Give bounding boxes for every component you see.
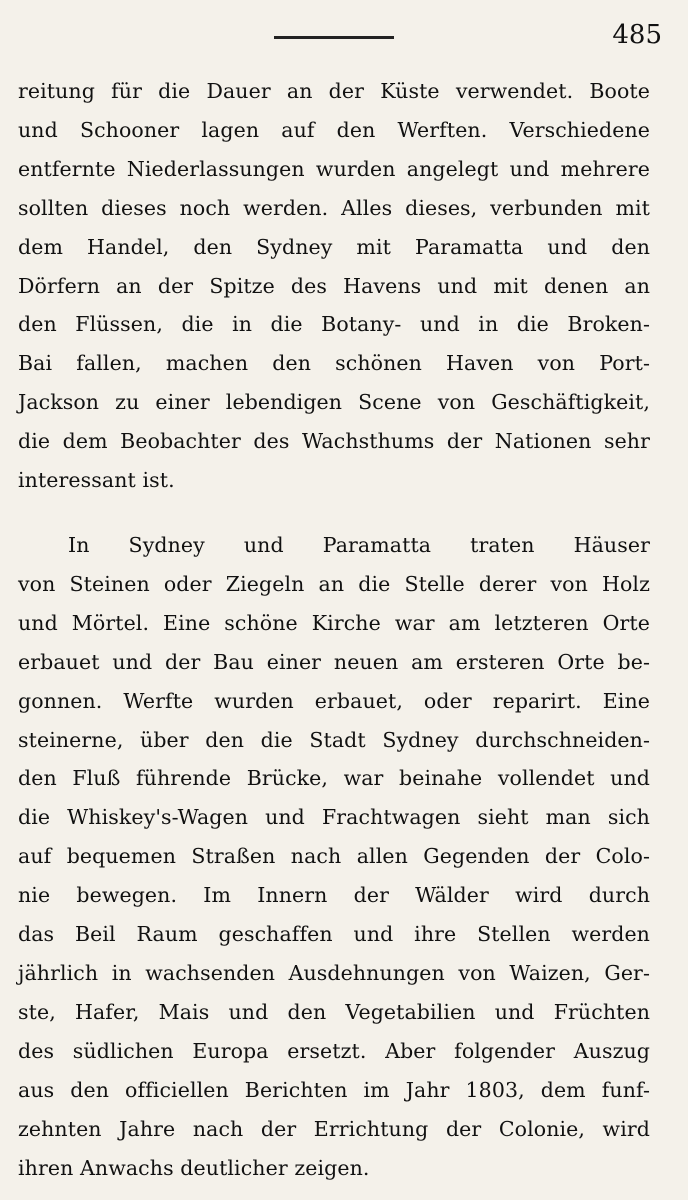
- text-line: jährlich in wachsenden Ausdehnungen von Waizen, Ger-: [18, 960, 650, 985]
- text-line: auf bequemen Straßen nach allen Gegenden der Colo-: [18, 844, 650, 869]
- text-line: dem Handel, den Sydney mit Paramatta und den: [18, 234, 650, 259]
- text-line: reitung für die Dauer an der Küste verwendet. Boote: [18, 79, 650, 103]
- text-line: des südlichen Europa ersetzt. Aber folgender Auszug: [18, 1038, 650, 1063]
- text-line: gonnen. Werfte wurden erbauet, oder reparirt. Eine: [18, 688, 650, 713]
- text-line: und Schooner lagen auf den Werften. Verschiedene: [18, 117, 650, 142]
- text-line: zehnten Jahre nach der Errichtung der Colonie, wird: [18, 1116, 650, 1141]
- page-number: 485: [612, 20, 662, 50]
- text-line: das Beil Raum geschaffen und ihre Stellen werden: [18, 922, 650, 947]
- text-line: Jackson zu einer lebendigen Scene von Geschäftigkeit,: [18, 390, 650, 415]
- text-line: nie bewegen. Im Innern der Wälder wird durch: [18, 883, 650, 908]
- header-rule: [274, 36, 394, 39]
- text-line: von Steinen oder Ziegeln an die Stelle derer von Holz: [18, 571, 650, 596]
- paragraph-2: [18, 526, 650, 1187]
- text-line: aus den officiellen Berichten im Jahr 1803, dem funf-: [18, 1077, 650, 1102]
- text-line: und Mörtel. Eine schöne Kirche war am letzteren Orte: [18, 610, 650, 635]
- text-line: ste, Hafer, Mais und den Vegetabilien und Früchten: [18, 999, 650, 1024]
- text-line: den Fluß führende Brücke, war beinahe vollendet und: [18, 766, 650, 791]
- text-line: den Flüssen, die in die Botany- und in die Broken-: [18, 312, 650, 337]
- text-line: In Sydney und Paramatta traten Häuser: [68, 533, 650, 557]
- text-line: ihren Anwachs deutlicher zeigen.: [18, 1155, 370, 1180]
- text-line: sollten dieses noch werden. Alles dieses, verbunden mit: [18, 195, 650, 220]
- paragraph-1: [18, 72, 650, 500]
- text-line: Dörfern an der Spitze des Havens und mit denen an: [18, 273, 650, 298]
- text-line: die dem Beobachter des Wachsthums der Nationen sehr: [18, 429, 650, 454]
- text-line: die Whiskey's-Wagen und Frachtwagen sieht man sich: [18, 805, 650, 830]
- text-line: interessant ist.: [18, 468, 175, 493]
- text-line: erbauet und der Bau einer neuen am ersteren Orte be-: [18, 649, 650, 674]
- text-line: entfernte Niederlassungen wurden angelegt und mehrere: [18, 156, 650, 181]
- text-line: steinerne, über den die Stadt Sydney durchschneiden-: [18, 727, 650, 752]
- text-line: Bai fallen, machen den schönen Haven von Port-: [18, 351, 650, 376]
